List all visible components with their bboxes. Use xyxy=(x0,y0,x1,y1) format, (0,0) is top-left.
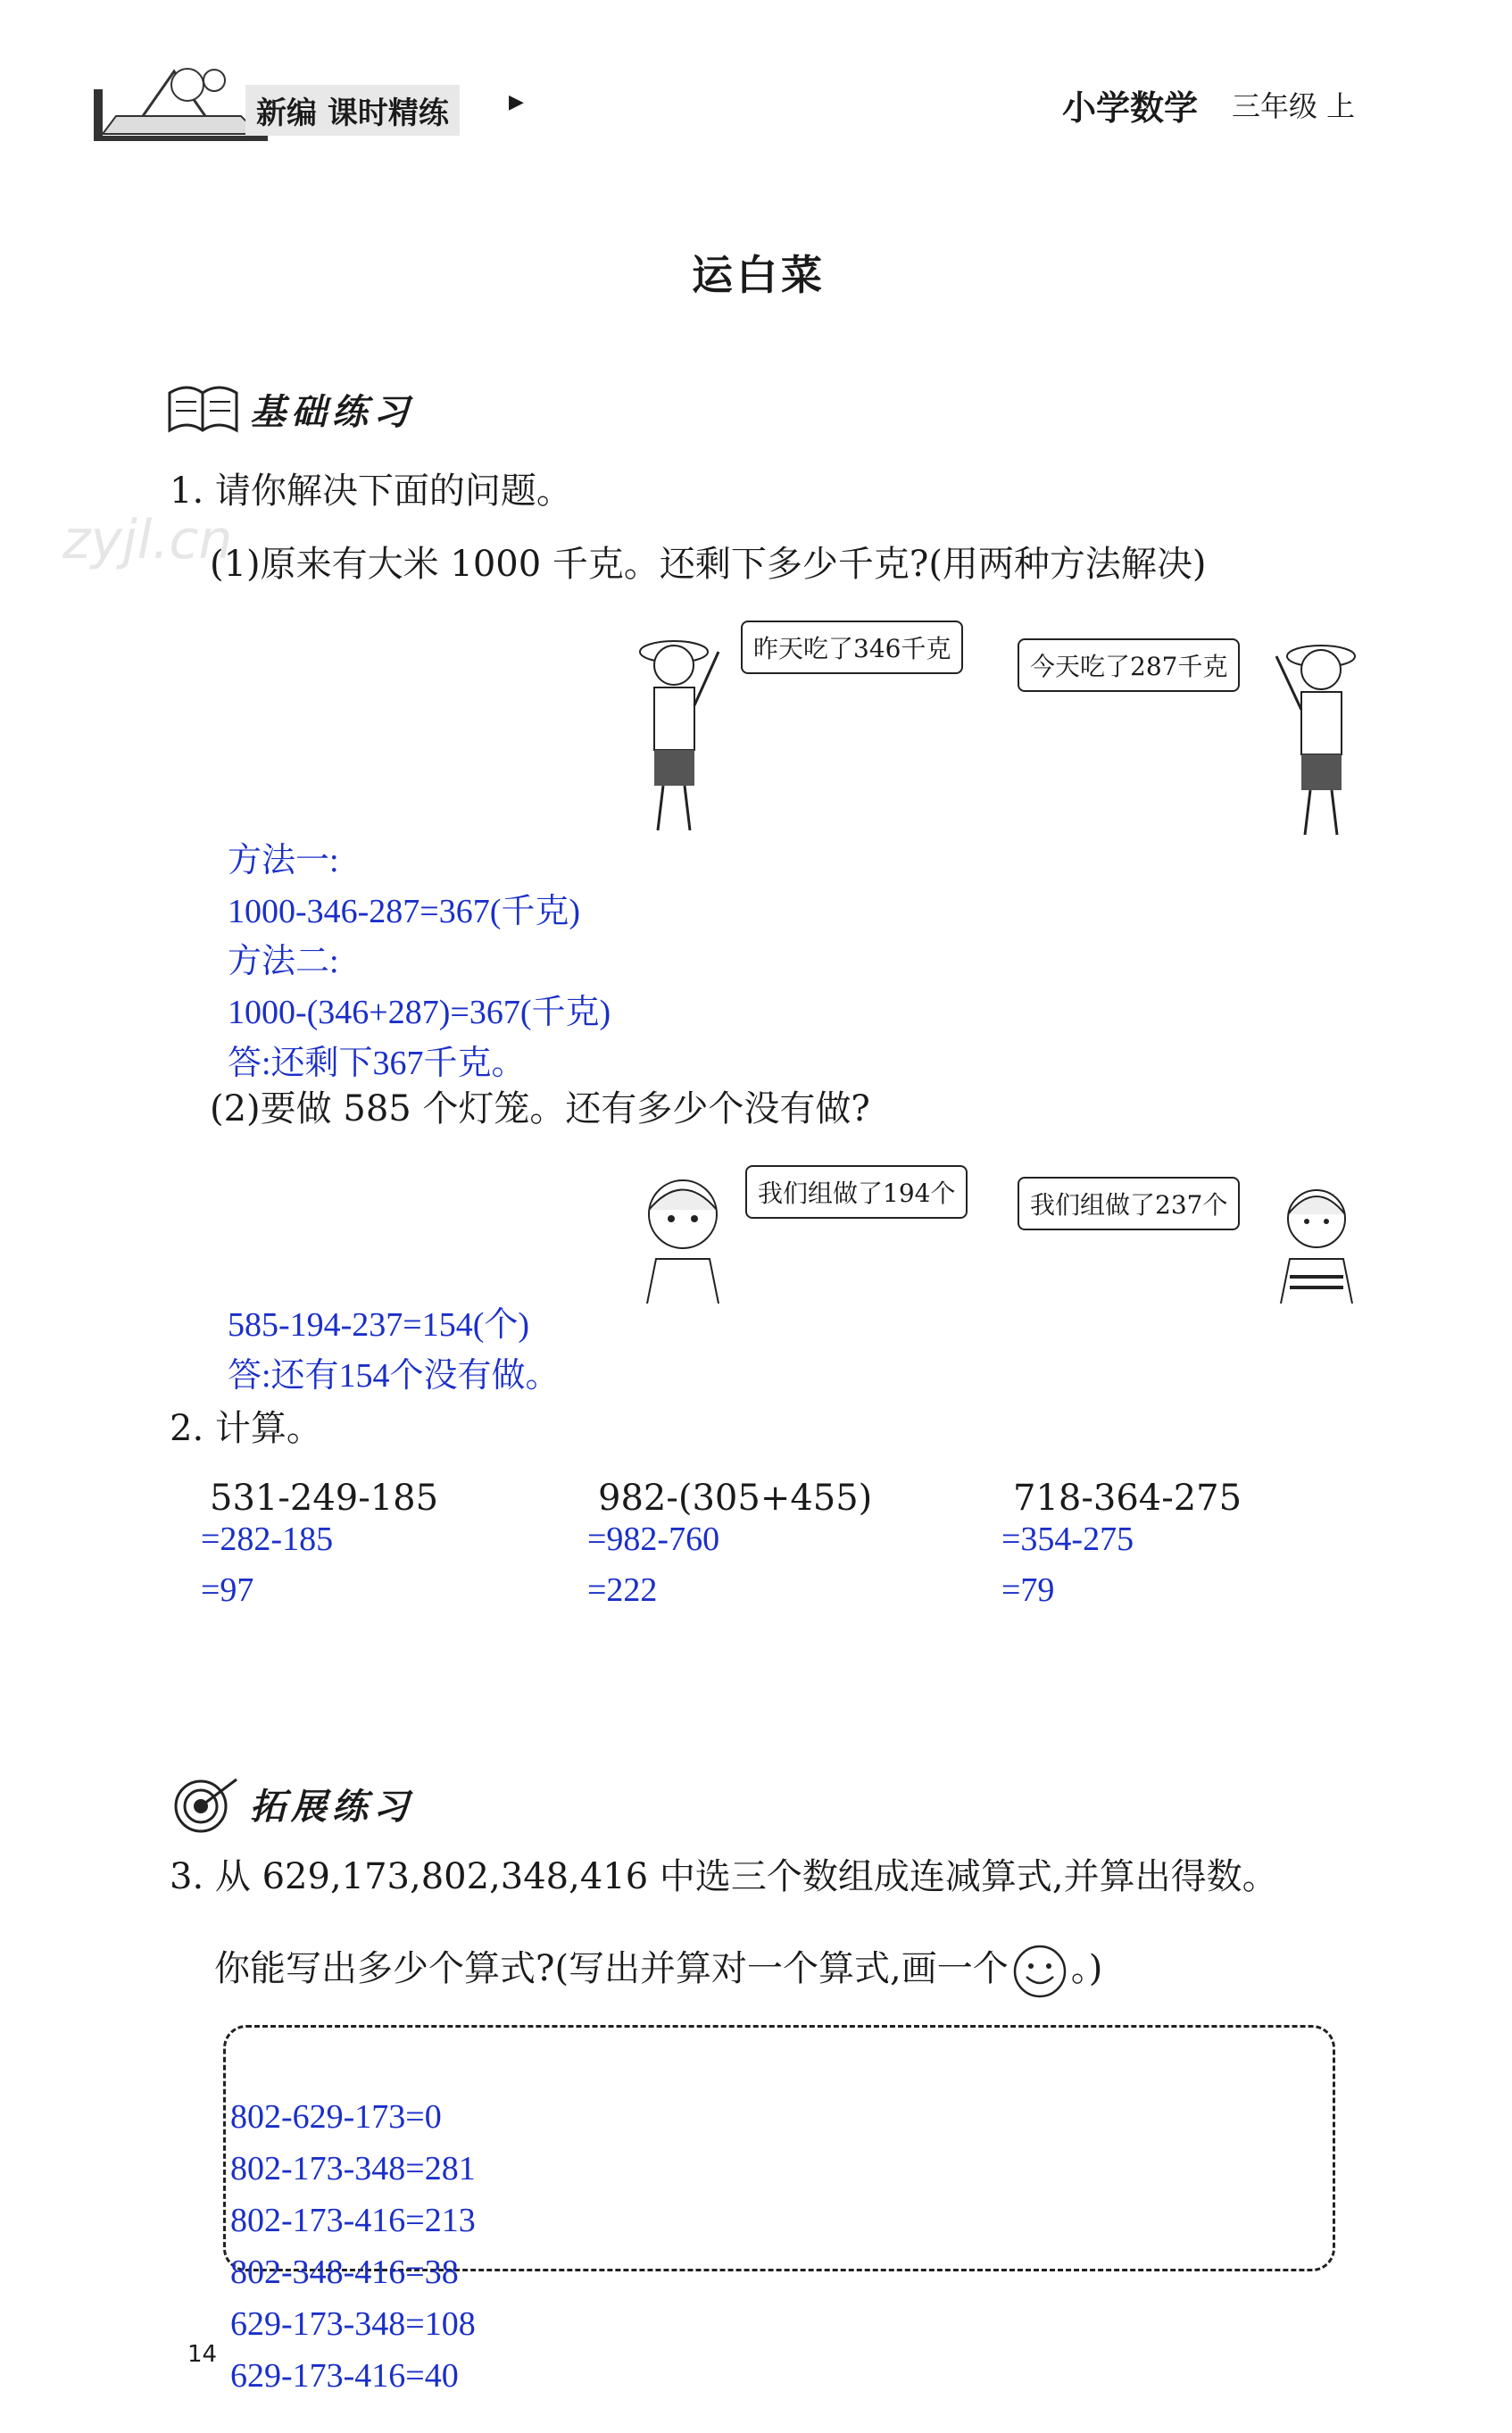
open-book-icon xyxy=(165,375,241,437)
grade-label: 三年级 上 xyxy=(1232,89,1356,123)
q2-step1-2: =982-760 xyxy=(587,1521,720,1558)
q1-p1-prompt: (1)原来有大米 1000 千克。还剩下多少千克?(用两种方法解决) xyxy=(210,544,1207,585)
section-basic-title: 基础练习 xyxy=(250,391,414,433)
q1-p2-answer: 答:还有154个没有做。 xyxy=(228,1357,560,1395)
q3-answer-5: 629-173-348=108 xyxy=(230,2305,476,2343)
lesson-title: 运白菜 xyxy=(692,251,826,299)
q1-stem: 1. 请你解决下面的问题。 xyxy=(170,471,572,512)
q1-p2-calc: 585-194-237=154(个) xyxy=(228,1306,530,1344)
watermark: zyjl.cn xyxy=(62,509,233,571)
q2-stem: 2. 计算。 xyxy=(170,1408,322,1449)
bubble-left-2: 我们组做了194个 xyxy=(745,1165,968,1219)
q1-p2-prompt: (2)要做 585 个灯笼。还有多少个没有做? xyxy=(210,1088,870,1129)
q2-expr-1: 531-249-185 xyxy=(210,1478,439,1519)
q3-answer-4: 802-348-416=38 xyxy=(230,2254,459,2291)
page-number: 14 xyxy=(187,2341,218,2368)
section-extend-title: 拓展练习 xyxy=(250,1786,414,1828)
q1-method1: 1000-346-287=367(千克) xyxy=(228,893,581,930)
smiley-icon xyxy=(1009,1945,1071,1998)
q1-method1-label: 方法一: xyxy=(228,842,339,879)
q3-answer-3: 802-173-416=213 xyxy=(230,2202,476,2239)
subject-label: 小学数学 xyxy=(1062,88,1199,128)
girl-figure-icon xyxy=(634,1170,732,1304)
q2-step2-2: =222 xyxy=(587,1571,658,1609)
bubble-right-2: 我们组做了237个 xyxy=(1018,1177,1240,1230)
q1-method2: 1000-(346+287)=367(千克) xyxy=(228,994,611,1031)
boy-figure-icon xyxy=(1267,1179,1366,1304)
q3-line1: 3. 从 629,173,802,348,416 中选三个数组成连减算式,并算出得数。 xyxy=(170,1856,1278,1897)
bubble-right-1: 今天吃了287千克 xyxy=(1018,638,1240,692)
bubble-left-1: 昨天吃了346千克 xyxy=(741,621,963,674)
header xyxy=(89,54,1428,143)
q2-step2-1: =97 xyxy=(201,1571,254,1609)
book-logo-icon xyxy=(89,54,268,143)
q3-answer-1: 802-629-173=0 xyxy=(230,2098,442,2136)
q3-line2 xyxy=(214,1945,1102,1998)
q2-step1-1: =282-185 xyxy=(201,1521,334,1558)
q2-step1-3: =354-275 xyxy=(1001,1521,1134,1558)
play-arrow-icon: ▶ xyxy=(509,91,524,113)
q2-expr-2: 982-(305+455) xyxy=(598,1478,873,1519)
child-right-figure-icon xyxy=(1267,629,1366,844)
q3-line2-end: 。) xyxy=(1070,1948,1103,1989)
child-left-figure-icon xyxy=(629,625,727,839)
book-title: 新编 课时精练 xyxy=(245,85,460,136)
q2-step2-3: =79 xyxy=(1001,1571,1055,1609)
q3-answer-2: 802-173-348=281 xyxy=(230,2150,476,2187)
q3-answer-6: 629-173-416=40 xyxy=(230,2357,459,2395)
q1-p1-answer: 答:还剩下367千克。 xyxy=(228,1045,526,1082)
q3-line2-text: 你能写出多少个算式?(写出并算对一个算式,画一个 xyxy=(214,1948,1009,1989)
q1-method2-label: 方法二: xyxy=(228,943,339,980)
target-icon xyxy=(170,1772,241,1835)
q2-expr-3: 718-364-275 xyxy=(1013,1478,1242,1519)
